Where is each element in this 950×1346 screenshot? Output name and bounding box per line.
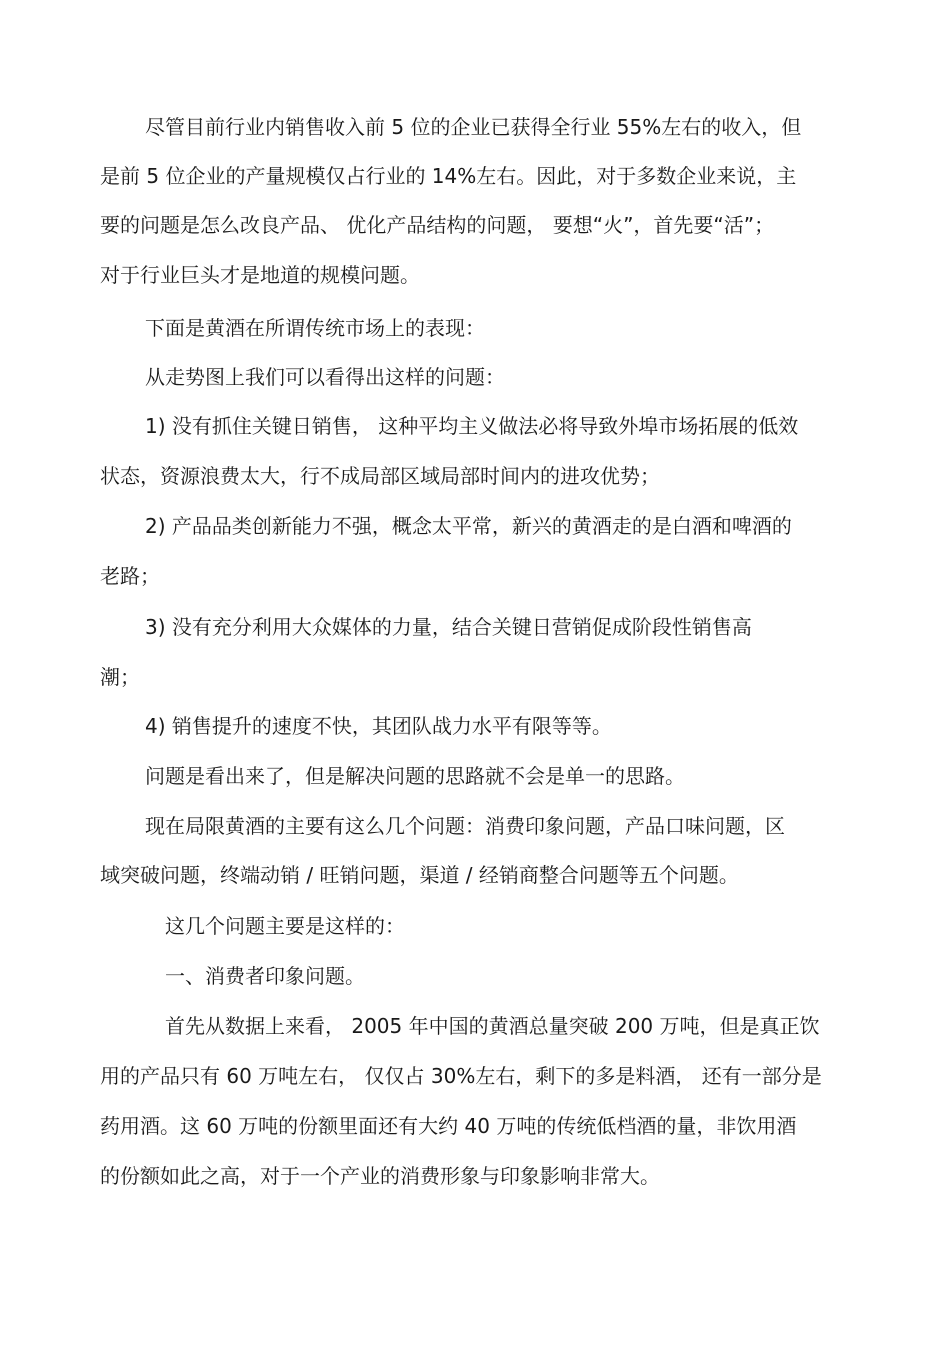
text-line: 老路； <box>100 564 160 588</box>
text-line: 要的问题是怎么改良产品、 优化产品结构的问题， 要想“火”，首先要“活”； <box>100 213 775 237</box>
text-line: 首先从数据上来看， 2005 年中国的黄酒总量突破 200 万吨，但是真正饮 <box>165 1014 820 1038</box>
text-line: 潮； <box>100 665 140 689</box>
text-line: 用的产品只有 60 万吨左右， 仅仅占 30%左右，剩下的多是料酒， 还有一部分是 <box>100 1064 822 1088</box>
text-line: 问题是看出来了，但是解决问题的思路就不会是单一的思路。 <box>145 764 685 788</box>
text-line: 这几个问题主要是这样的： <box>165 914 405 938</box>
text-line: 是前 5 位企业的产量规模仅占行业的 14%左右。因此，对于多数企业来说，主 <box>100 164 797 188</box>
text-line: 对于行业巨头才是地道的规模问题。 <box>100 263 420 287</box>
text-line: 现在局限黄酒的主要有这么几个问题：消费印象问题，产品口味问题，区 <box>145 814 785 838</box>
text-line: 2) 产品品类创新能力不强，概念太平常，新兴的黄酒走的是白酒和啤酒的 <box>145 514 792 538</box>
text-line: 状态，资源浪费太大，行不成局部区域局部时间内的进攻优势； <box>100 464 660 488</box>
text-line: 的份额如此之高，对于一个产业的消费形象与印象影响非常大。 <box>100 1164 660 1188</box>
text-line: 尽管目前行业内销售收入前 5 位的企业已获得全行业 55%左右的收入，但 <box>145 115 802 139</box>
text-line: 一、消费者印象问题。 <box>165 964 365 988</box>
text-line: 下面是黄酒在所谓传统市场上的表现： <box>145 316 485 340</box>
text-line: 从走势图上我们可以看得出这样的问题： <box>145 365 505 389</box>
text-line: 域突破问题，终端动销 / 旺销问题，渠道 / 经销商整合问题等五个问题。 <box>100 863 739 887</box>
text-line: 3) 没有充分利用大众媒体的力量，结合关键日营销促成阶段性销售高 <box>145 615 752 639</box>
text-line: 1) 没有抓住关键日销售， 这种平均主义做法必将导致外埠市场拓展的低效 <box>145 414 799 438</box>
text-line: 药用酒。这 60 万吨的份额里面还有大约 40 万吨的传统低档酒的量，非饮用酒 <box>100 1114 797 1138</box>
text-line: 4) 销售提升的速度不快，其团队战力水平有限等等。 <box>145 714 612 738</box>
